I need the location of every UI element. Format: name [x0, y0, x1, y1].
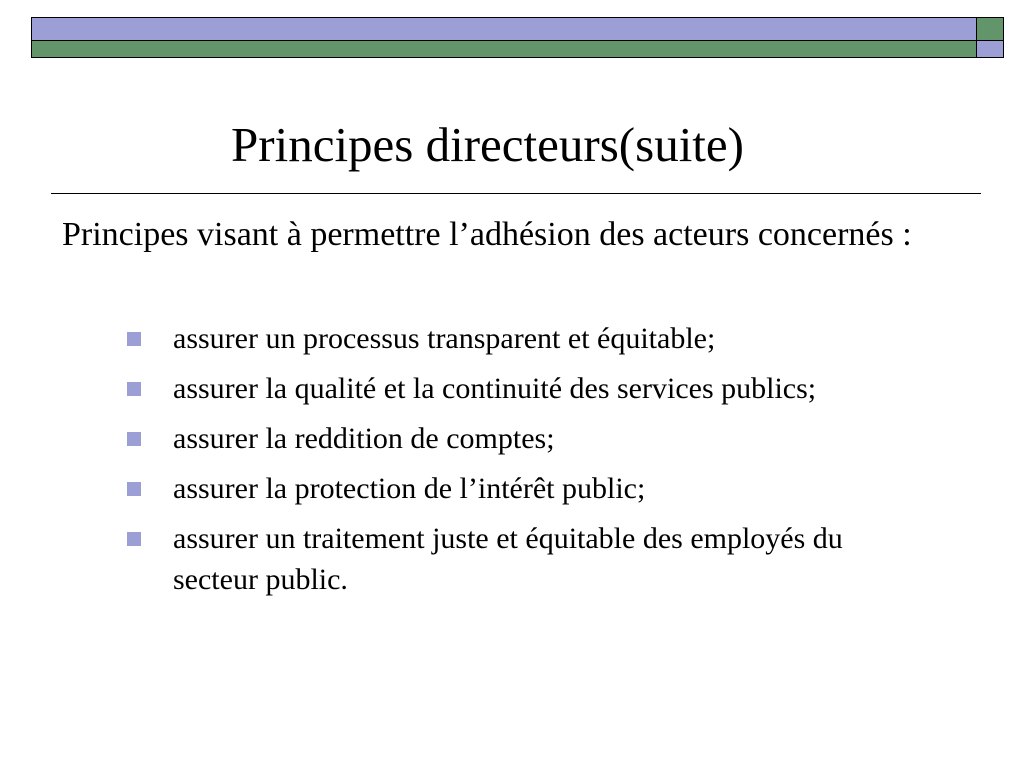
bullet-item — [124, 418, 924, 459]
bullet-text: assurer un traitement juste et équitable des employés du secteur public. — [173, 522, 843, 596]
bullet-item — [124, 318, 924, 359]
title-divider — [51, 193, 981, 194]
square-bullet-icon — [127, 482, 141, 496]
square-bullet-icon — [127, 532, 141, 546]
bullet-text: assurer un processus transparent et équitable; — [173, 322, 716, 355]
header-bar-green — [31, 41, 977, 58]
slide-title: Principes directeurs(suite) — [231, 117, 744, 172]
header-bar-purple — [31, 17, 977, 41]
bullet-text: assurer la qualité et la continuité des services publics; — [173, 372, 817, 405]
bullet-text: assurer la protection de l’intérêt public; — [173, 472, 646, 505]
bullet-list — [124, 318, 924, 609]
bullet-item — [124, 518, 924, 600]
square-bullet-icon — [127, 432, 141, 446]
bullet-item — [124, 468, 924, 509]
bullet-item — [124, 368, 924, 409]
square-bullet-icon — [127, 382, 141, 396]
intro-text: Principes visant à permettre l’adhésion des acteurs concernés : — [62, 216, 912, 253]
bullet-text: assurer la reddition de comptes; — [173, 422, 555, 455]
header-square-purple — [977, 41, 1004, 58]
square-bullet-icon — [127, 332, 141, 346]
header-square-green — [977, 17, 1004, 41]
